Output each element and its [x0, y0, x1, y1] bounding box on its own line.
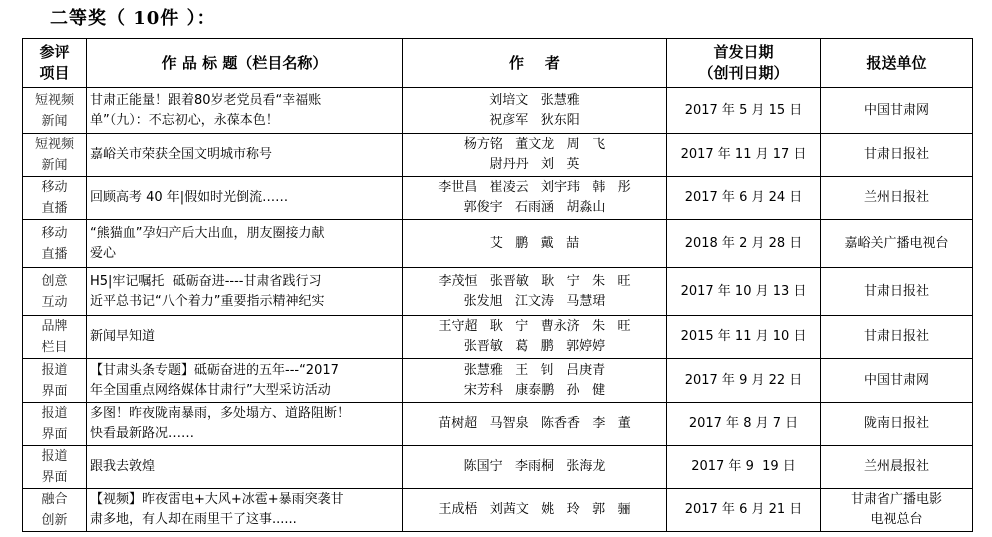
cell-title: 嘉峪关市荣获全国文明城市称号: [87, 134, 403, 177]
header-date: 首发日期 （创刊日期）: [667, 39, 821, 88]
table-row: [23, 403, 973, 446]
section-heading: 二等奖（ 10件 ）：: [50, 8, 216, 29]
table-row: [23, 446, 973, 489]
cell-author: 李世昌 崔凌云 刘宇玮 韩 彤 郭俊宇 石雨涵 胡淼山: [403, 177, 667, 220]
table-row: [23, 268, 973, 316]
header-category: 参评 项目: [23, 39, 87, 88]
cell-title: 新闻早知道: [87, 316, 403, 359]
cell-date: 2017 年 6 月 21 日: [667, 489, 821, 532]
table-header-row: [23, 39, 973, 88]
cell-category: 报道 界面: [23, 359, 87, 403]
cell-author: 杨方铭 董文龙 周 飞 尉丹丹 刘 英: [403, 134, 667, 177]
cell-category: 报道 界面: [23, 403, 87, 446]
cell-author: 苗树超 马智泉 陈香香 李 董: [403, 403, 667, 446]
table-row: [23, 489, 973, 532]
cell-category: 品牌 栏目: [23, 316, 87, 359]
header-title: 作 品 标 题（栏目名称）: [87, 39, 403, 88]
cell-category: 创意 互动: [23, 268, 87, 316]
cell-category: 移动 直播: [23, 177, 87, 220]
cell-date: 2015 年 11 月 10 日: [667, 316, 821, 359]
awards-table: [22, 38, 973, 532]
header-author: 作 者: [403, 39, 667, 88]
cell-unit: 中国甘肃网: [821, 359, 973, 403]
cell-date: 2017 年 10 月 13 日: [667, 268, 821, 316]
cell-unit: 甘肃日报社: [821, 268, 973, 316]
table-row: [23, 177, 973, 220]
cell-category: 短视频 新闻: [23, 134, 87, 177]
table-row: [23, 134, 973, 177]
cell-category: 融合 创新: [23, 489, 87, 532]
cell-author: 艾 鹏 戴 喆: [403, 220, 667, 268]
cell-author: 王守超 耿 宁 曹永济 朱 旺 张晋敏 葛 鹏 郭婷婷: [403, 316, 667, 359]
table-row: [23, 359, 973, 403]
cell-date: 2018 年 2 月 28 日: [667, 220, 821, 268]
cell-unit: 中国甘肃网: [821, 88, 973, 134]
cell-date: 2017 年 6 月 24 日: [667, 177, 821, 220]
cell-unit: 甘肃日报社: [821, 316, 973, 359]
cell-category: 短视频 新闻: [23, 88, 87, 134]
cell-title: 回顾高考 40 年|假如时光倒流……: [87, 177, 403, 220]
cell-date: 2017 年 9 月 22 日: [667, 359, 821, 403]
cell-unit: 兰州日报社: [821, 177, 973, 220]
cell-title: H5|牢记嘱托 砥砺奋进----甘肃省践行习 近平总书记“八个着力”重要指示精神纪实: [87, 268, 403, 316]
cell-title: 多图！昨夜陇南暴雨，多处塌方、道路阻断！ 快看最新路况……: [87, 403, 403, 446]
cell-title: “熊猫血”孕妇产后大出血，朋友圈接力献 爱心: [87, 220, 403, 268]
cell-date: 2017 年 11 月 17 日: [667, 134, 821, 177]
cell-date: 2017 年 9 19 日: [667, 446, 821, 489]
table-row: [23, 88, 973, 134]
cell-unit: 陇南日报社: [821, 403, 973, 446]
cell-date: 2017 年 5 月 15 日: [667, 88, 821, 134]
cell-author: 李茂恒 张晋敏 耿 宁 朱 旺 张发旭 江文涛 马慧珺: [403, 268, 667, 316]
table-row: [23, 316, 973, 359]
cell-unit: 甘肃省广播电影 电视总台: [821, 489, 973, 532]
cell-title: 【视频】昨夜雷电+大风+冰雹+暴雨突袭甘 肃多地，有人却在雨里干了这事......: [87, 489, 403, 532]
cell-unit: 甘肃日报社: [821, 134, 973, 177]
cell-author: 陈国宁 李雨桐 张海龙: [403, 446, 667, 489]
cell-title: 【甘肃头条专题】砥砺奋进的五年---“2017 年全国重点网络媒体甘肃行”大型采访活动: [87, 359, 403, 403]
header-unit: 报送单位: [821, 39, 973, 88]
cell-category: 移动 直播: [23, 220, 87, 268]
cell-unit: 嘉峪关广播电视台: [821, 220, 973, 268]
table-row: [23, 220, 973, 268]
cell-author: 刘培文 张慧雅 祝彦军 狄东阳: [403, 88, 667, 134]
cell-unit: 兰州晨报社: [821, 446, 973, 489]
cell-date: 2017 年 8 月 7 日: [667, 403, 821, 446]
cell-title: 甘肃正能量！跟着80岁老党员看“幸福账 单”（九）：不忘初心，永葆本色！: [87, 88, 403, 134]
cell-author: 王成梧 刘茜文 姚 玲 郭 骊: [403, 489, 667, 532]
cell-title: 跟我去敦煌: [87, 446, 403, 489]
cell-category: 报道 界面: [23, 446, 87, 489]
cell-author: 张慧雅 王 钊 吕庚青 宋芳科 康泰鹏 孙 健: [403, 359, 667, 403]
